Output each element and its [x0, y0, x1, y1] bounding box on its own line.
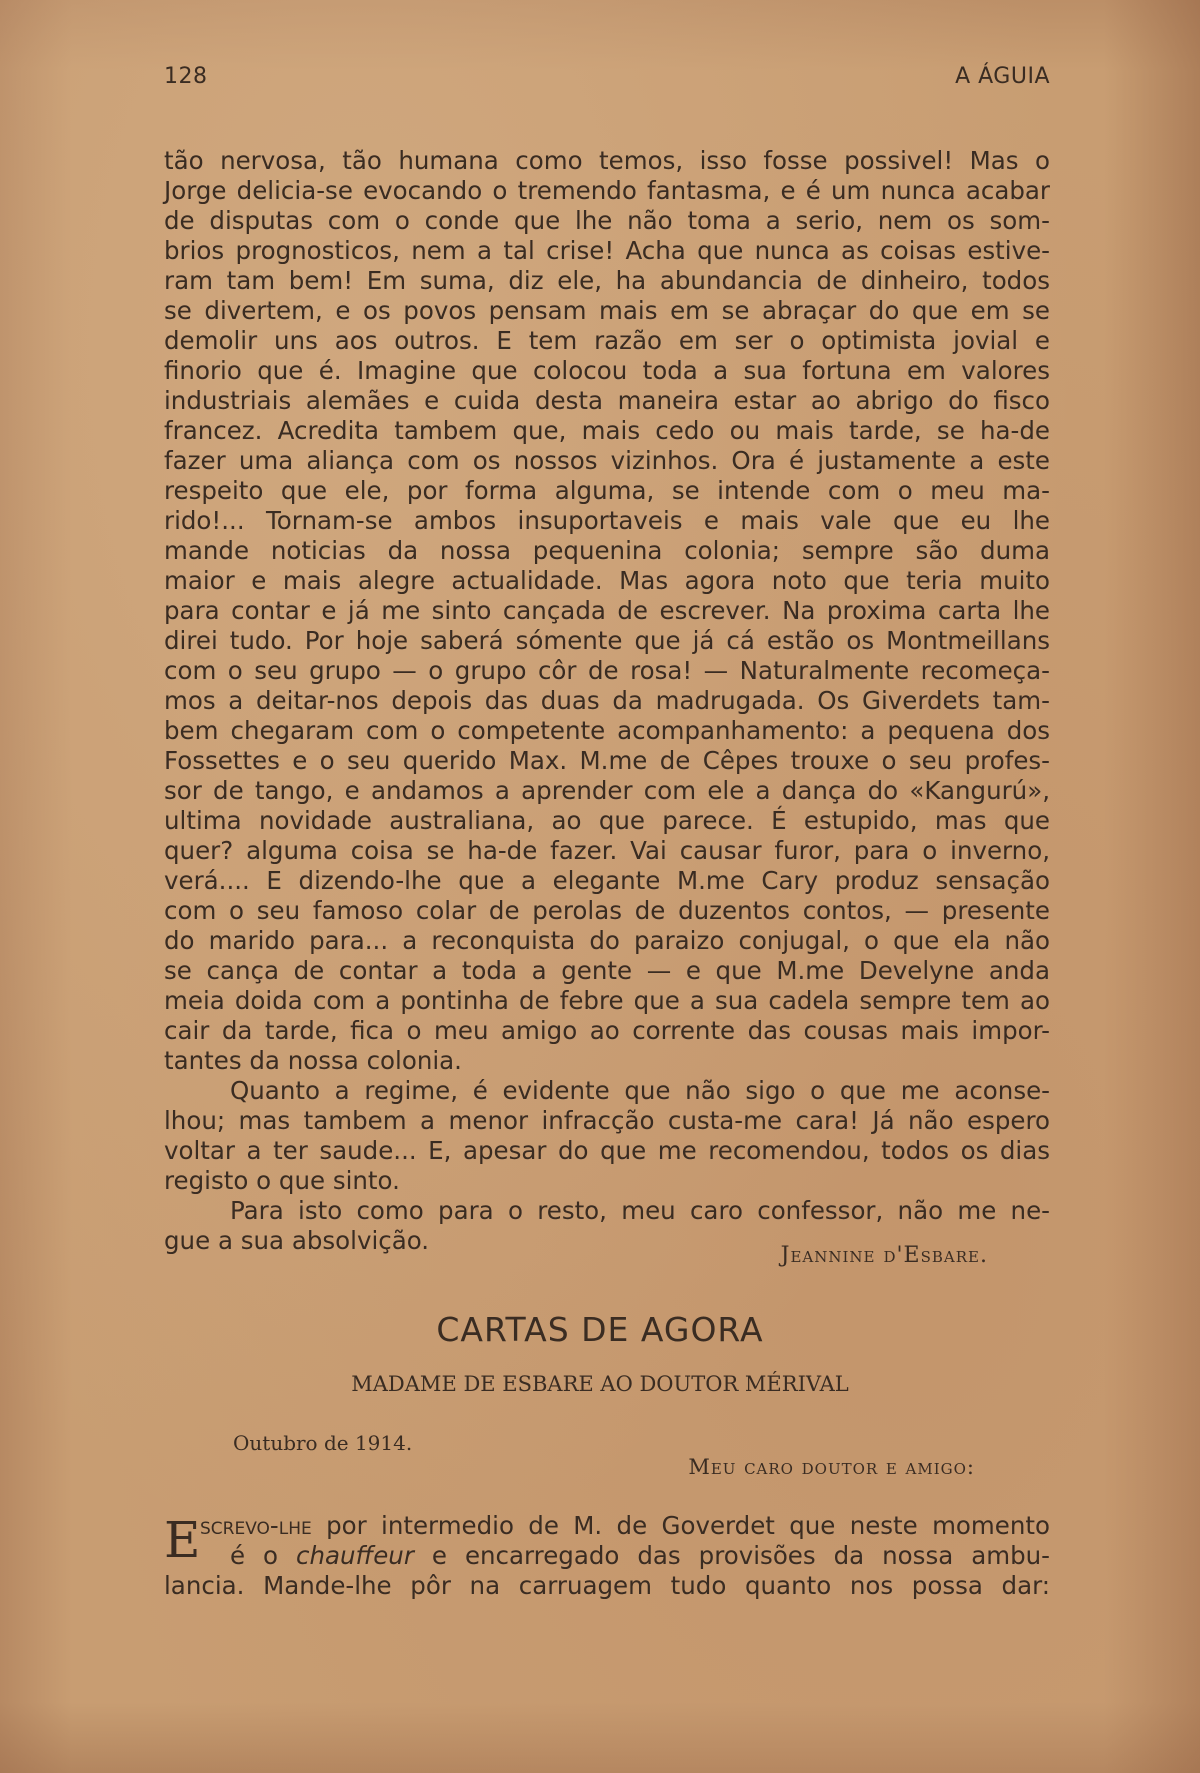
line-text: é o — [230, 1541, 297, 1570]
text-line: Quanto a regime, é evidente que não sigo o que me aconse- — [230, 1076, 1050, 1105]
drop-cap: E — [164, 1511, 201, 1569]
text-line: sor de tango, e andamos a aprender com ele a dança do «Kangurú», — [164, 776, 1050, 805]
page-number: 128 — [164, 64, 208, 89]
journal-name: A ÁGUIA — [955, 64, 1050, 89]
italic-word: chauffeur — [296, 1541, 414, 1570]
text-line: demolir uns aos outros. E tem razão em ser o optimista jovial e — [164, 326, 1050, 355]
text-line: direi tudo. Por hoje saberá sómente que já cá estão os Montmeillans — [164, 626, 1050, 655]
text-line: industriais alemães e cuida desta maneira estar ao abrigo do fisco — [164, 386, 1050, 415]
text-line: gue a sua absolvição. — [164, 1226, 430, 1255]
text-line: de disputas com o conde que lhe não toma a serio, nem os som- — [164, 206, 1050, 235]
text-line: bem chegaram com o competente acompanhamento: a pequena dos — [164, 716, 1050, 745]
text-line: Para isto como para o resto, meu caro confessor, não me ne- — [230, 1196, 1050, 1225]
signature: Jeannine d'Esbare. — [780, 1243, 988, 1268]
text-line: finorio que é. Imagine que colocou toda a sua fortuna em valores — [164, 356, 1050, 385]
text-line: lancia. Mande-lhe pôr na carruagem tudo quanto nos possa dar: — [164, 1571, 1050, 1600]
text-line: voltar a ter saude... E, apesar do que me recomendou, todos os dias — [164, 1136, 1050, 1165]
text-line: ram tam bem! Em suma, diz ele, ha abundancia de dinheiro, todos — [164, 266, 1050, 295]
section-subtitle: MADAME DE ESBARE AO DOUTOR MÉRIVAL — [351, 1372, 849, 1396]
line-text: e encarregado das provisões da nossa ambu- — [413, 1541, 1050, 1570]
text-line: registo o que sinto. — [164, 1166, 400, 1195]
text-line: Fossettes e o seu querido Max. M.me de Cêpes trouxe o seu profes- — [164, 746, 1050, 775]
text-line: mande noticias da nossa pequenina colonia; sempre são duma — [164, 536, 1050, 565]
text-line: mos a deitar-nos depois das duas da madrugada. Os Giverdets tam- — [164, 686, 1050, 715]
text-line: francez. Acredita tambem que, mais cedo ou mais tarde, se ha-de — [164, 416, 1050, 445]
new-letter-text — [164, 1511, 1050, 1601]
text-line: se cança de contar a toda a gente — e que M.me Develyne anda — [164, 956, 1050, 985]
text-line: quer? alguma coisa se ha-de fazer. Vai causar furor, para o inverno, — [164, 836, 1050, 865]
opening-word: screvo-lhe — [200, 1511, 312, 1540]
text-line: com o seu grupo — o grupo côr de rosa! — Naturalmente recomeça- — [164, 656, 1050, 685]
text-line: meia doida com a pontinha de febre que a sua cadela sempre tem ao — [164, 986, 1050, 1015]
text-line: verá.... E dizendo-lhe que a elegante M.me Cary produz sensação — [164, 866, 1050, 895]
salutation: Meu caro doutor e amigo: — [688, 1455, 975, 1479]
text-line: para contar e já me sinto cançada de escrever. Na proxima carta lhe — [164, 596, 1050, 625]
running-head — [164, 64, 1050, 96]
text-line: respeito que ele, por forma alguma, se intende com o meu ma- — [164, 476, 1050, 505]
text-line: do marido para... a reconquista do paraizo conjugal, o que ela não — [164, 926, 1050, 955]
text-line — [164, 1511, 1050, 1541]
text-line: tantes da nossa colonia. — [164, 1046, 462, 1075]
text-line: fazer uma aliança com os nossos vizinhos. Ora é justamente a este — [164, 446, 1050, 475]
text-line: cair da tarde, fica o meu amigo ao corrente das cousas mais impor- — [164, 1016, 1050, 1045]
section-title: CARTAS DE AGORA — [436, 1310, 764, 1349]
text-line: rido!... Tornam-se ambos insuportaveis e mais vale que eu lhe — [164, 506, 1050, 535]
text-line: brios prognosticos, nem a tal crise! Acha que nunca as coisas estive- — [164, 236, 1050, 265]
dateline: Outubro de 1914. — [233, 1431, 413, 1455]
text-line: lhou; mas tambem a menor infracção custa-me cara! Já não espero — [164, 1106, 1050, 1135]
text-line: com o seu famoso colar de perolas de duzentos contos, — presente — [164, 896, 1050, 925]
text-line: tão nervosa, tão humana como temos, isso fosse possivel! Mas o — [164, 146, 1050, 175]
line-text: por intermedio de M. de Goverdet que neste momento — [311, 1511, 1050, 1540]
letter-continuation-text — [164, 146, 1050, 1256]
text-line: ultima novidade australiana, ao que parece. É estupido, mas que — [164, 806, 1050, 835]
text-line: se divertem, e os povos pensam mais em se abraçar do que em se — [164, 296, 1050, 325]
text-line: maior e mais alegre actualidade. Mas agora noto que teria muito — [164, 566, 1050, 595]
text-line — [164, 1541, 1050, 1571]
text-line: Jorge delicia-se evocando o tremendo fantasma, e é um nunca acabar — [164, 176, 1050, 205]
